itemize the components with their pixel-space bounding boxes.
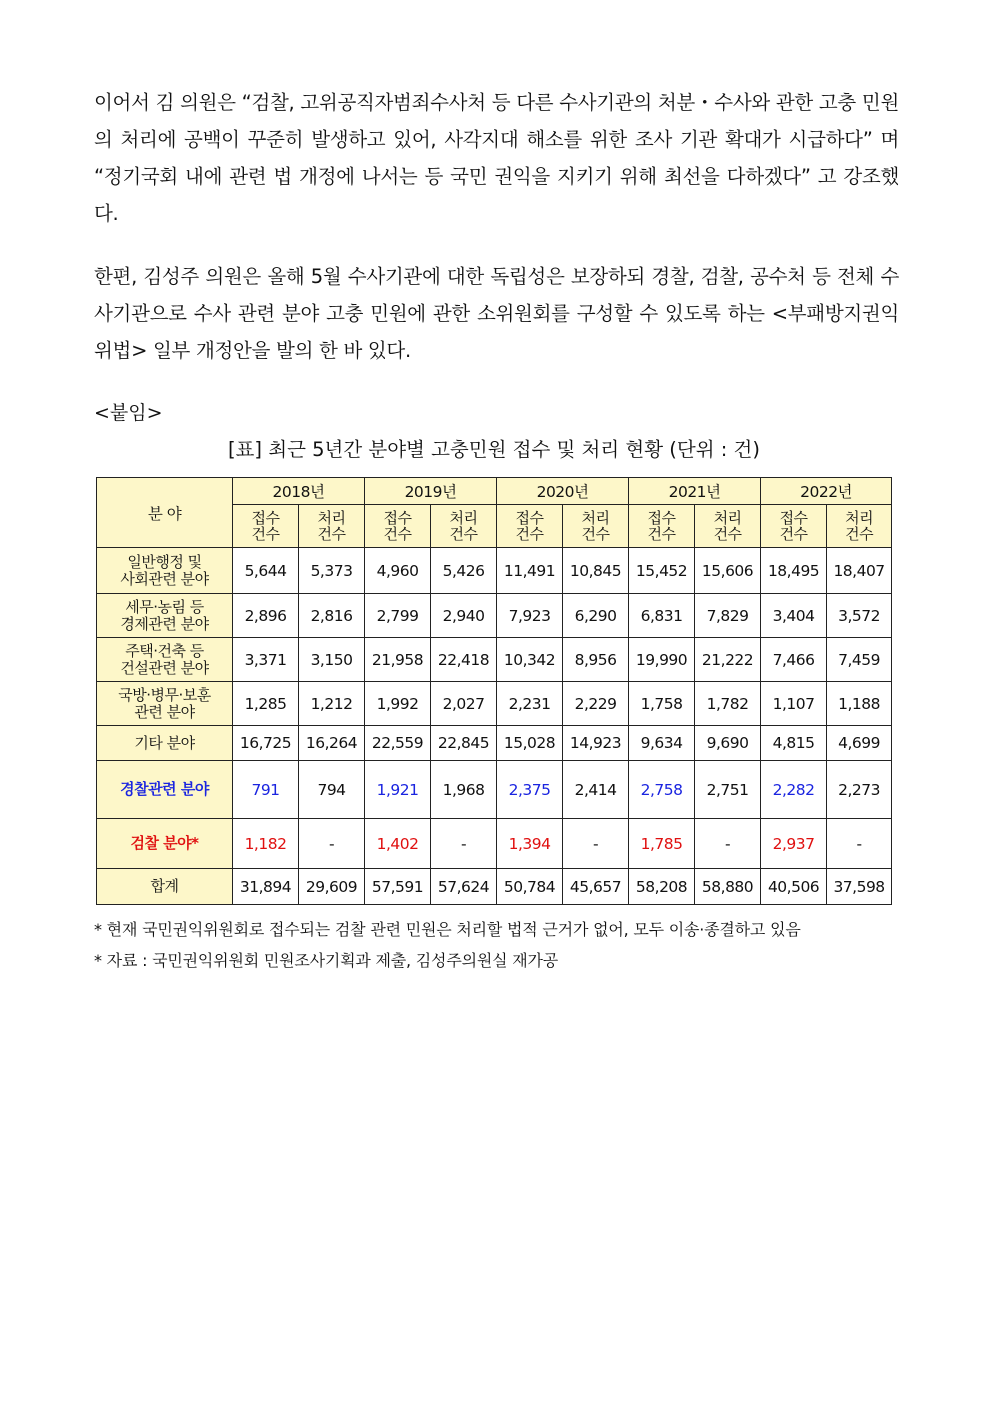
year-header: 2018년 bbox=[233, 478, 365, 505]
received-count-cell: 1,182 bbox=[233, 819, 299, 869]
received-count-cell: 21,958 bbox=[365, 638, 431, 682]
processed-count-cell: 15,606 bbox=[695, 548, 761, 594]
processed-count-cell: 2,027 bbox=[431, 682, 497, 726]
processed-count-cell: 5,373 bbox=[299, 548, 365, 594]
received-count-cell: 2,799 bbox=[365, 594, 431, 638]
received-count-cell: 7,466 bbox=[761, 638, 827, 682]
body-paragraph-1: 이어서 김 의원은 “검찰, 고위공직자범죄수사처 등 다른 수사기관의 처분・수사와 관한 고충 민원의 처리에 공백이 꾸준히 발생하고 있어, 사각지대 해소를 위한 조사 기관 확대가 시급하다” 며 “정기국회 내에 관련 법 개정에 나서는 등 국민 권익을 지키기 위해 최선을 다하겠다” 고 강조했다. bbox=[94, 91, 899, 225]
table-row bbox=[97, 638, 892, 682]
received-count-cell: 10,342 bbox=[497, 638, 563, 682]
received-count-cell: 3,371 bbox=[233, 638, 299, 682]
received-count-cell: 2,758 bbox=[629, 761, 695, 819]
processed-count-cell: 2,751 bbox=[695, 761, 761, 819]
processed-count-cell: 5,426 bbox=[431, 548, 497, 594]
row-category: 국방·병무·보훈 관련 분야 bbox=[97, 682, 233, 726]
processed-count-cell: 3,572 bbox=[827, 594, 892, 638]
received-count-cell: 1,921 bbox=[365, 761, 431, 819]
received-count-cell: 18,495 bbox=[761, 548, 827, 594]
processed-count-cell: - bbox=[299, 819, 365, 869]
received-count-cell: 19,990 bbox=[629, 638, 695, 682]
received-count-cell: 1,394 bbox=[497, 819, 563, 869]
received-count-cell: 1,785 bbox=[629, 819, 695, 869]
table-row bbox=[97, 682, 892, 726]
received-count-cell: 11,491 bbox=[497, 548, 563, 594]
received-count-cell: 1,992 bbox=[365, 682, 431, 726]
row-category: 주택·건축 등 건설관련 분야 bbox=[97, 638, 233, 682]
table-row bbox=[97, 726, 892, 761]
received-header: 접수 건수 bbox=[233, 505, 299, 548]
received-count-cell: 2,375 bbox=[497, 761, 563, 819]
received-header: 접수 건수 bbox=[761, 505, 827, 548]
processed-count-cell: 21,222 bbox=[695, 638, 761, 682]
row-category: 일반행정 및 사회관련 분야 bbox=[97, 548, 233, 594]
received-count-cell: 40,506 bbox=[761, 869, 827, 905]
year-header: 2020년 bbox=[497, 478, 629, 505]
body-paragraph-2: 한편, 김성주 의원은 올해 5월 수사기관에 대한 독립성은 보장하되 경찰, 검찰, 공수처 등 전체 수사기관으로 수사 관련 분야 고충 민원에 관한 소위원회를 구성할 수 있도록 하는 <부패방지권익위법> 일부 개정안을 발의 한 바 있다. bbox=[94, 265, 899, 362]
processed-header: 처리 건수 bbox=[695, 505, 761, 548]
row-category: 검찰 분야* bbox=[97, 819, 233, 869]
table-row bbox=[97, 594, 892, 638]
received-count-cell: 791 bbox=[233, 761, 299, 819]
processed-count-cell: 7,829 bbox=[695, 594, 761, 638]
table-caption: [표] 최근 5년간 분야별 고충민원 접수 및 처리 현황 (단위 : 건) bbox=[227, 438, 760, 461]
received-count-cell: 57,591 bbox=[365, 869, 431, 905]
table-row bbox=[97, 819, 892, 869]
received-count-cell: 50,784 bbox=[497, 869, 563, 905]
processed-count-cell: 16,264 bbox=[299, 726, 365, 761]
received-count-cell: 4,815 bbox=[761, 726, 827, 761]
processed-count-cell: 57,624 bbox=[431, 869, 497, 905]
processed-count-cell: 1,212 bbox=[299, 682, 365, 726]
processed-count-cell: 10,845 bbox=[563, 548, 629, 594]
processed-count-cell: 58,880 bbox=[695, 869, 761, 905]
processed-count-cell: 37,598 bbox=[827, 869, 892, 905]
received-count-cell: 22,559 bbox=[365, 726, 431, 761]
processed-count-cell: 18,407 bbox=[827, 548, 892, 594]
received-count-cell: 15,028 bbox=[497, 726, 563, 761]
received-count-cell: 31,894 bbox=[233, 869, 299, 905]
processed-count-cell: 22,845 bbox=[431, 726, 497, 761]
processed-header: 처리 건수 bbox=[431, 505, 497, 548]
received-count-cell: 2,937 bbox=[761, 819, 827, 869]
received-count-cell: 1,107 bbox=[761, 682, 827, 726]
processed-header: 처리 건수 bbox=[563, 505, 629, 548]
processed-count-cell: 22,418 bbox=[431, 638, 497, 682]
processed-count-cell: 45,657 bbox=[563, 869, 629, 905]
processed-count-cell: 9,690 bbox=[695, 726, 761, 761]
processed-header: 처리 건수 bbox=[299, 505, 365, 548]
received-count-cell: 4,960 bbox=[365, 548, 431, 594]
received-count-cell: 1,285 bbox=[233, 682, 299, 726]
received-count-cell: 2,896 bbox=[233, 594, 299, 638]
processed-count-cell: 2,229 bbox=[563, 682, 629, 726]
row-category: 경찰관련 분야 bbox=[97, 761, 233, 819]
category-header: 분 야 bbox=[97, 478, 233, 548]
processed-count-cell: 2,940 bbox=[431, 594, 497, 638]
processed-count-cell: 1,782 bbox=[695, 682, 761, 726]
row-category: 합계 bbox=[97, 869, 233, 905]
processed-count-cell: - bbox=[695, 819, 761, 869]
processed-count-cell: 3,150 bbox=[299, 638, 365, 682]
footnote-source: * 자료 : 국민권익위원회 민원조사기획과 제출, 김성주의원실 재가공 bbox=[94, 951, 558, 970]
processed-header: 처리 건수 bbox=[827, 505, 892, 548]
processed-count-cell: - bbox=[431, 819, 497, 869]
complaints-table bbox=[96, 477, 892, 905]
received-count-cell: 3,404 bbox=[761, 594, 827, 638]
received-count-cell: 2,282 bbox=[761, 761, 827, 819]
processed-count-cell: 2,273 bbox=[827, 761, 892, 819]
processed-count-cell: 1,968 bbox=[431, 761, 497, 819]
table-row bbox=[97, 548, 892, 594]
received-header: 접수 건수 bbox=[629, 505, 695, 548]
processed-count-cell: 8,956 bbox=[563, 638, 629, 682]
processed-count-cell: 6,290 bbox=[563, 594, 629, 638]
received-count-cell: 1,402 bbox=[365, 819, 431, 869]
row-category: 세무·농림 등 경제관련 분야 bbox=[97, 594, 233, 638]
received-count-cell: 2,231 bbox=[497, 682, 563, 726]
received-count-cell: 1,758 bbox=[629, 682, 695, 726]
footnote-legal-basis: * 현재 국민권익위원회로 접수되는 검찰 관련 민원은 처리할 법적 근거가 없어, 모두 이송·종결하고 있음 bbox=[94, 920, 801, 939]
received-header: 접수 건수 bbox=[365, 505, 431, 548]
received-count-cell: 5,644 bbox=[233, 548, 299, 594]
processed-count-cell: 7,459 bbox=[827, 638, 892, 682]
received-count-cell: 7,923 bbox=[497, 594, 563, 638]
year-header: 2022년 bbox=[761, 478, 892, 505]
table-body bbox=[97, 548, 892, 905]
received-count-cell: 9,634 bbox=[629, 726, 695, 761]
processed-count-cell: 2,414 bbox=[563, 761, 629, 819]
received-count-cell: 16,725 bbox=[233, 726, 299, 761]
processed-count-cell: 4,699 bbox=[827, 726, 892, 761]
processed-count-cell: 29,609 bbox=[299, 869, 365, 905]
attachment-label: <붙임> bbox=[94, 402, 163, 424]
processed-count-cell: - bbox=[827, 819, 892, 869]
table-row bbox=[97, 761, 892, 819]
received-count-cell: 15,452 bbox=[629, 548, 695, 594]
received-count-cell: 58,208 bbox=[629, 869, 695, 905]
year-header: 2019년 bbox=[365, 478, 497, 505]
processed-count-cell: 2,816 bbox=[299, 594, 365, 638]
year-header: 2021년 bbox=[629, 478, 761, 505]
received-count-cell: 6,831 bbox=[629, 594, 695, 638]
processed-count-cell: 1,188 bbox=[827, 682, 892, 726]
processed-count-cell: 794 bbox=[299, 761, 365, 819]
processed-count-cell: 14,923 bbox=[563, 726, 629, 761]
received-header: 접수 건수 bbox=[497, 505, 563, 548]
row-category: 기타 분야 bbox=[97, 726, 233, 761]
processed-count-cell: - bbox=[563, 819, 629, 869]
table-row bbox=[97, 869, 892, 905]
